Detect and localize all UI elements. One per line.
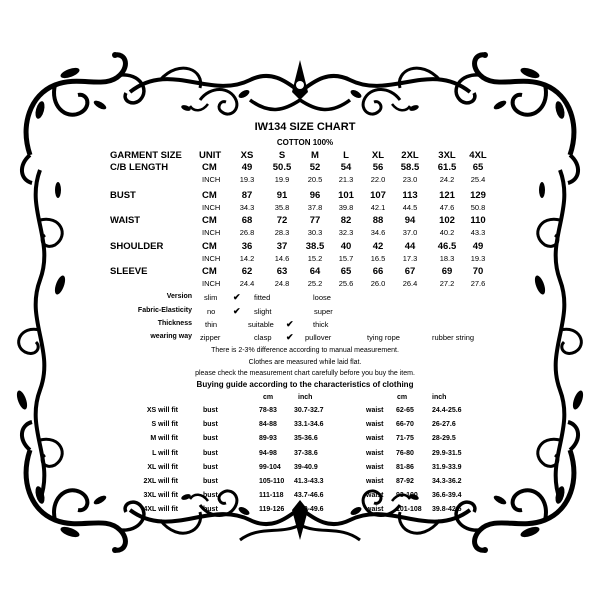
unit-header: UNIT — [199, 150, 222, 161]
guide-bust-cm: 119-126 — [259, 506, 285, 514]
inch-value: 22.0 — [370, 175, 386, 184]
guide-waist-inch: 28-29.5 — [432, 435, 456, 443]
size-header: 4XL — [469, 150, 487, 161]
guide-waist-cm: 101-108 — [396, 506, 422, 514]
inch-value: 40.2 — [439, 228, 455, 237]
inch-value: 19.3 — [470, 253, 486, 263]
inch-value: 39.8 — [338, 202, 354, 212]
cm-value: 42 — [372, 240, 384, 252]
inch-value: 44.5 — [402, 202, 418, 212]
guide-bust-inch: 39-40.9 — [294, 463, 318, 471]
cm-value: 102 — [439, 215, 455, 226]
size-header: S — [278, 150, 286, 161]
guide-waist-label: waist — [366, 463, 384, 471]
cm-value: 58.5 — [400, 162, 420, 173]
cm-value: 121 — [439, 189, 455, 201]
cm-value: 94 — [404, 215, 416, 226]
guide-bust-cm: 89-93 — [259, 435, 277, 443]
guide-unit-cm: cm — [397, 394, 408, 401]
inch-value: 27.2 — [439, 279, 455, 288]
guide-waist-label: waist — [366, 478, 384, 485]
guide-unit-inch: inch — [298, 394, 313, 401]
guide-waist-inch: 39.8-42.5 — [432, 506, 462, 514]
guide-waist-inch: 26-27.6 — [432, 421, 456, 429]
cm-value: 70 — [472, 266, 484, 277]
inch-value: 43.3 — [470, 228, 486, 237]
cm-value: 91 — [276, 189, 288, 201]
measurement-name: BUST — [110, 189, 136, 201]
guide-waist-label: waist — [366, 492, 384, 500]
material-label: COTTON 100% — [276, 138, 334, 147]
guide-bust-label: bust — [203, 463, 218, 471]
unit-inch: INCH — [202, 202, 221, 212]
size-header: L — [343, 150, 349, 161]
inch-value: 27.6 — [470, 279, 486, 288]
cm-value: 68 — [241, 215, 253, 226]
guide-size: S will fit — [151, 421, 178, 429]
inch-value: 19.9 — [274, 175, 290, 184]
elasticity-option: slight — [254, 307, 272, 316]
inch-value: 18.3 — [439, 253, 455, 263]
guide-size: XS will fit — [146, 407, 178, 414]
cm-value: 65 — [340, 266, 352, 277]
version-label: Version — [166, 293, 192, 300]
unit-cm: CM — [202, 189, 217, 201]
version-option: loose — [313, 293, 331, 302]
inch-value: 15.2 — [307, 253, 323, 263]
inch-value: 26.4 — [402, 279, 418, 288]
inch-value: 25.4 — [470, 175, 486, 184]
guide-waist-inch: 24.4-25.6 — [432, 407, 462, 414]
inch-value: 34.3 — [239, 202, 255, 212]
size-header: 3XL — [438, 150, 456, 161]
cm-value: 65 — [472, 162, 484, 173]
buying-guide-title: Buying guide according to the characteristics of clothing — [196, 380, 414, 389]
chart-title: IW134 SIZE CHART — [254, 121, 356, 133]
unit-cm: CM — [202, 215, 217, 226]
guide-size: L will fit — [152, 449, 178, 457]
inch-value: 34.6 — [370, 228, 386, 237]
version-option: fitted — [254, 293, 271, 302]
cm-value: 77 — [309, 215, 321, 226]
inch-value: 37.8 — [307, 202, 323, 212]
cm-value: 107 — [370, 189, 386, 201]
inch-value: 14.6 — [274, 253, 290, 263]
guide-bust-label: bust — [203, 449, 218, 457]
cm-value: 64 — [309, 266, 321, 277]
guide-size: 4XL will fit — [143, 506, 178, 514]
inch-value: 25.2 — [307, 279, 323, 288]
elasticity-option: super — [314, 307, 333, 316]
guide-unit-cm: cm — [263, 394, 274, 401]
cm-value: 67 — [404, 266, 416, 277]
inch-value: 28.3 — [274, 228, 290, 237]
unit-cm: CM — [202, 240, 217, 252]
guide-size: M will fit — [150, 435, 178, 443]
cm-value: 82 — [340, 215, 352, 226]
cm-value: 49 — [472, 240, 484, 252]
guide-bust-label: bust — [203, 421, 218, 429]
guide-waist-cm: 62-65 — [396, 407, 414, 414]
guide-bust-inch: 37-38.6 — [294, 449, 318, 457]
elasticity-label: Fabric-Elasticity — [137, 307, 192, 314]
measurement-name: C/B LENGTH — [110, 162, 169, 173]
size-header: M — [311, 150, 319, 161]
inch-value: 30.3 — [307, 228, 323, 237]
garment-size-header: GARMENT SIZE — [110, 150, 182, 161]
thickness-option: thick — [313, 320, 329, 329]
note-line: There is 2-3% difference according to manual measurement. — [211, 347, 399, 354]
inch-value: 24.2 — [439, 175, 455, 184]
guide-waist-cm: 93-100 — [396, 492, 418, 500]
cm-value: 87 — [241, 189, 253, 201]
cm-value: 113 — [402, 189, 418, 201]
note-line: Clothes are measured while laid flat. — [248, 359, 362, 366]
cm-value: 52 — [309, 162, 321, 173]
cm-value: 69 — [441, 266, 453, 277]
inch-value: 24.8 — [274, 279, 290, 288]
guide-waist-inch: 34.3-36.2 — [432, 478, 462, 485]
size-header: 2XL — [401, 150, 419, 161]
checkmark-icon: ✔ — [233, 292, 241, 302]
inch-value: 50.8 — [470, 202, 486, 212]
guide-bust-cm: 99-104 — [259, 463, 281, 471]
guide-waist-inch: 31.9-33.9 — [432, 463, 462, 471]
guide-size: 2XL will fit — [143, 478, 178, 485]
inch-value: 20.5 — [307, 175, 323, 184]
cm-value: 44 — [404, 240, 416, 252]
wearing-option: rubber string — [432, 333, 475, 342]
cm-value: 66 — [372, 266, 384, 277]
thickness-option: suitable — [248, 320, 274, 329]
size-header: XL — [371, 150, 385, 161]
cm-value: 62 — [241, 266, 253, 277]
cm-value: 49 — [241, 162, 253, 173]
guide-bust-inch: 30.7-32.7 — [294, 407, 324, 414]
inch-value: 35.8 — [274, 202, 290, 212]
wearing-option: clasp — [254, 333, 272, 342]
unit-inch: INCH — [202, 228, 221, 237]
guide-bust-cm: 84-88 — [259, 421, 277, 429]
measurement-name: SLEEVE — [110, 266, 148, 277]
wearing-option: pullover — [305, 333, 332, 342]
cm-value: 101 — [338, 189, 354, 201]
cm-value: 37 — [276, 240, 288, 252]
guide-waist-cm: 66-70 — [396, 421, 414, 429]
guide-bust-cm: 105-110 — [259, 478, 285, 485]
measurement-name: SHOULDER — [110, 240, 164, 252]
thickness-option: thin — [205, 320, 218, 329]
unit-cm: CM — [202, 162, 217, 173]
guide-waist-label: waist — [366, 435, 384, 443]
cm-value: 40 — [340, 240, 352, 252]
inch-value: 14.2 — [239, 253, 255, 263]
thickness-label: Thickness — [157, 320, 192, 327]
guide-bust-cm: 94-98 — [259, 449, 277, 457]
cm-value: 129 — [470, 189, 486, 201]
inch-value: 47.6 — [439, 202, 455, 212]
guide-bust-label: bust — [203, 478, 218, 485]
wearing-option: zipper — [200, 333, 221, 342]
inch-value: 26.0 — [370, 279, 386, 288]
cm-value: 96 — [309, 189, 321, 201]
cm-value: 46.5 — [437, 240, 457, 252]
guide-waist-label: waist — [366, 421, 384, 429]
inch-value: 17.3 — [402, 253, 418, 263]
inch-value: 25.6 — [338, 279, 354, 288]
cm-value: 88 — [372, 215, 384, 226]
inch-value: 24.4 — [239, 279, 255, 288]
cm-value: 50.5 — [272, 162, 292, 173]
guide-bust-inch: 35-36.6 — [294, 435, 318, 443]
unit-inch: INCH — [202, 253, 221, 263]
guide-bust-label: bust — [203, 435, 218, 443]
measurement-name: WAIST — [110, 215, 141, 226]
guide-size: XL will fit — [147, 463, 178, 471]
guide-bust-label: bust — [203, 492, 218, 500]
guide-bust-inch: 46.9-49.6 — [294, 506, 324, 514]
guide-bust-inch: 41.3-43.3 — [294, 478, 324, 485]
inch-value: 26.8 — [239, 228, 255, 237]
guide-waist-label: waist — [366, 407, 384, 414]
cm-value: 54 — [340, 162, 352, 173]
guide-waist-cm: 76-80 — [396, 449, 414, 457]
inch-value: 21.3 — [338, 175, 354, 184]
unit-inch: INCH — [202, 175, 221, 184]
checkmark-icon: ✔ — [233, 306, 241, 316]
size-header: XS — [240, 150, 254, 161]
guide-waist-inch: 36.6-39.4 — [432, 492, 462, 500]
cm-value: 38.5 — [305, 240, 325, 252]
inch-value: 16.5 — [370, 253, 386, 263]
unit-inch: INCH — [202, 279, 221, 288]
guide-unit-inch: inch — [432, 394, 447, 401]
inch-value: 19.3 — [239, 175, 255, 184]
guide-bust-cm: 78-83 — [259, 407, 277, 414]
inch-value: 15.7 — [338, 253, 354, 263]
guide-waist-label: waist — [366, 506, 384, 514]
checkmark-icon: ✔ — [286, 319, 294, 329]
unit-cm: CM — [202, 266, 217, 277]
checkmark-icon: ✔ — [286, 332, 294, 342]
guide-size: 3XL will fit — [143, 492, 178, 500]
inch-value: 42.1 — [370, 202, 386, 212]
guide-bust-label: bust — [203, 407, 218, 414]
cm-value: 56 — [372, 162, 384, 173]
guide-waist-label: waist — [366, 449, 384, 457]
guide-waist-cm: 71-75 — [396, 435, 414, 443]
guide-bust-label: bust — [203, 506, 218, 514]
inch-value: 23.0 — [402, 175, 418, 184]
guide-bust-inch: 33.1-34.6 — [294, 421, 324, 429]
version-option: slim — [204, 293, 218, 302]
guide-waist-cm: 81-86 — [396, 463, 414, 471]
cm-value: 72 — [276, 215, 288, 226]
cm-value: 110 — [470, 215, 486, 226]
cm-value: 61.5 — [437, 162, 457, 173]
cm-value: 36 — [241, 240, 253, 252]
elasticity-option: no — [207, 307, 216, 316]
cm-value: 63 — [276, 266, 288, 277]
note-line: please check the measurement chart carefully before you buy the item. — [195, 370, 415, 377]
guide-waist-cm: 87-92 — [396, 478, 414, 485]
inch-value: 37.0 — [402, 228, 418, 237]
wearing-way-label: wearing way — [150, 333, 192, 340]
wearing-option: tying rope — [367, 333, 400, 342]
guide-waist-inch: 29.9-31.5 — [432, 449, 462, 457]
guide-bust-cm: 111-118 — [259, 492, 284, 500]
inch-value: 32.3 — [338, 228, 354, 237]
guide-bust-inch: 43.7-46.6 — [294, 492, 324, 500]
